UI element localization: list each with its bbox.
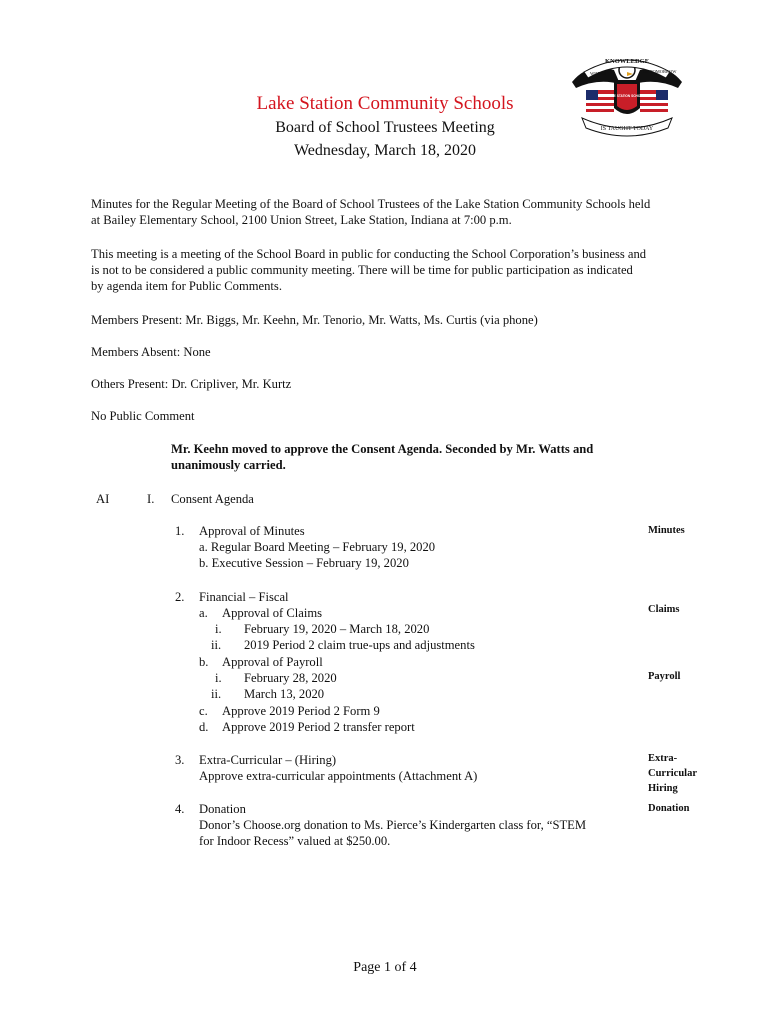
intro-paragraph-1	[91, 196, 691, 228]
item-2-number: 2.	[175, 590, 185, 604]
item-1-b: b. Executive Session – February 19, 2020	[199, 556, 409, 570]
item-3-title: Extra-Curricular – (Hiring)	[199, 753, 337, 767]
item-2a-i-text: February 19, 2020 – March 18, 2020	[244, 622, 430, 636]
item-4-desc-line-1: Donor’s Choose.org donation to Ms. Pierce’s Kindergarten class for, “STEM	[199, 818, 587, 832]
sidebar-minutes: Minutes	[648, 525, 685, 536]
text-line: by agenda item for Public Comments.	[91, 279, 282, 293]
section-title: Consent Agenda	[171, 492, 254, 506]
item-2b-text: Approval of Payroll	[222, 655, 323, 669]
intro-paragraph-2	[91, 246, 691, 294]
item-3-block	[199, 752, 477, 784]
section-code: AI	[96, 492, 110, 506]
seal-right-word: OF TOMORROW	[643, 69, 677, 74]
seal-left-word: WHERE	[590, 71, 606, 76]
item-2a-i-label: i.	[215, 622, 222, 636]
seal-bottom-text: IS TAUGHT TODAY	[600, 126, 654, 132]
sidebar-payroll: Payroll	[648, 671, 681, 682]
item-2c-label: c.	[199, 704, 208, 718]
others-present: Others Present: Dr. Cripliver, Mr. Kurtz	[91, 377, 292, 391]
public-comment: No Public Comment	[91, 409, 195, 423]
text-line: at Bailey Elementary School, 2100 Union Street, Lake Station, Indiana at 7:00 p.m.	[91, 213, 512, 227]
sidebar-donation: Donation	[648, 803, 690, 814]
item-2b-ii-text: March 13, 2020	[244, 687, 325, 701]
text-line: unanimously carried.	[171, 458, 286, 472]
text-line: Minutes for the Regular Meeting of the Board of School Trustees of the Lake Station Community Schools held	[91, 197, 651, 211]
item-2d-label: d.	[199, 720, 209, 734]
district-title: Lake Station Community Schools	[256, 93, 514, 114]
item-1-title: Approval of Minutes	[199, 524, 305, 538]
item-2a-label: a.	[199, 606, 208, 620]
section-numeral: I.	[147, 492, 155, 506]
sidebar-claims: Claims	[648, 604, 680, 615]
item-4-title: Donation	[199, 802, 246, 816]
item-4-desc-line-2: for Indoor Recess” valued at $250.00.	[199, 834, 391, 848]
item-4-block	[199, 801, 639, 849]
sidebar-extra-curricular	[648, 751, 697, 796]
item-1-number: 1.	[175, 524, 185, 538]
page-number: Page 1 of 4	[353, 960, 417, 975]
item-1-a: a. Regular Board Meeting – February 19, 2020	[199, 540, 436, 554]
members-absent: Members Absent: None	[91, 345, 211, 359]
sidebar-text-line: Hiring	[648, 783, 678, 794]
item-2d-text: Approve 2019 Period 2 transfer report	[222, 720, 415, 734]
item-2a-text: Approval of Claims	[222, 606, 323, 620]
item-2b-label: b.	[199, 655, 209, 669]
item-2b-ii-label: ii.	[211, 687, 222, 701]
meeting-date: Wednesday, March 18, 2020	[293, 142, 477, 159]
item-2b-i-text: February 28, 2020	[244, 671, 337, 685]
sidebar-text-line: Extra-	[648, 753, 678, 764]
sidebar-text-line: Curricular	[648, 768, 697, 779]
seal-top-text: KNOWLEDGE	[604, 58, 650, 65]
item-2-title: Financial – Fiscal	[199, 590, 289, 604]
motion-text	[171, 441, 641, 473]
item-1-block	[199, 523, 435, 571]
item-2b-i-label: i.	[215, 671, 222, 685]
text-line: This meeting is a meeting of the School Board in public for conducting the School Corporation’s business and	[91, 247, 647, 261]
item-2a-ii-text: 2019 Period 2 claim true-ups and adjustments	[244, 638, 475, 652]
item-3-desc: Approve extra-curricular appointments (Attachment A)	[199, 769, 478, 783]
item-2a-ii-label: ii.	[211, 638, 222, 652]
text-line: Mr. Keehn moved to approve the Consent Agenda. Seconded by Mr. Watts and	[171, 442, 594, 456]
text-line: is not to be considered a public community meeting. There will be time for public participation as indicated	[91, 263, 633, 277]
item-3-number: 3.	[175, 753, 185, 767]
seal-center-text: LAKE STATION SCHOOLS	[607, 94, 647, 98]
item-4-number: 4.	[175, 802, 185, 816]
meeting-title: Board of School Trustees Meeting	[275, 119, 495, 136]
item-2c-text: Approve 2019 Period 2 Form 9	[222, 704, 380, 718]
members-present: Members Present: Mr. Biggs, Mr. Keehn, Mr. Tenorio, Mr. Watts, Ms. Curtis (via phone)	[91, 313, 538, 327]
